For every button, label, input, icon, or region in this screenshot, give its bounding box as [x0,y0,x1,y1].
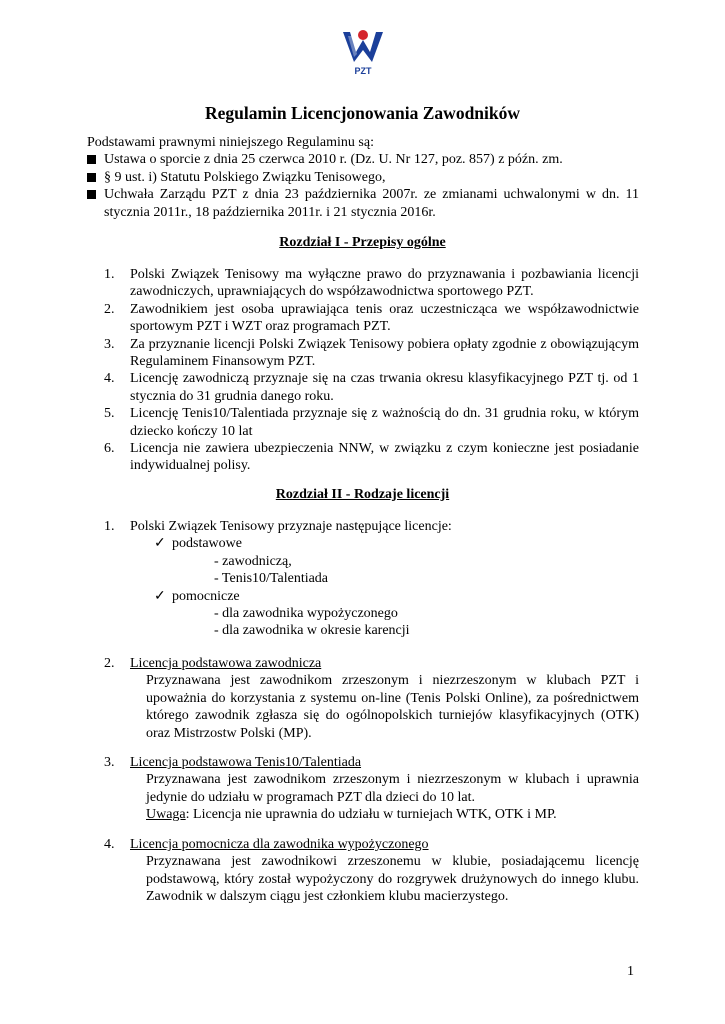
list-item: 3. Za przyznanie licencji Polski Związek Tenisowy pobiera opłaty zgodnie z obowiązującym Regulaminem Finansowym PZT. [104,336,639,370]
intro-lead: Podstawami prawnymi niniejszego Regulaminu są: [87,135,374,150]
page-number: 1 [627,964,634,979]
license-group: ✓ pomocnicze [154,588,240,604]
license-subtype: - zawodniczą, [214,553,292,569]
intro-bullet: § 9 ust. i) Statutu Polskiego Związku Tenisowego, [87,169,639,186]
logo-text: PZT [354,66,372,76]
square-bullet-icon [87,190,96,199]
item-note [104,806,639,823]
intro-bullet: Uchwała Zarządu PZT z dnia 23 października 2007r. ze zmianami uchwalonymi w dn. 11 stycznia 2011r., 18 października 2011r. i 21 stycznia 2016r. [87,186,639,221]
intro-block [87,134,639,221]
square-bullet-icon [87,173,96,182]
list-item: 4. Licencję zawodniczą przyznaje się na czas trwania okresu klasyfikacyjnego PZT tj. od 1 stycznia do 31 grudnia danego roku. [104,371,639,404]
section-1-list [104,266,639,475]
checkmark-icon: ✓ [154,588,166,604]
square-bullet-icon [87,155,96,164]
note-text: : Licencja nie uprawnia do udziału w turniejach WTK, OTK i MP. [185,807,557,823]
item-heading: Licencja podstawowa zawodnicza [130,656,322,671]
pzt-logo-icon [340,28,386,68]
item-body: Przyznawana jest zawodnikowi zrzeszonemu w klubie, posiadającemu licencję podstawową, który został wypożyczony do rozgrywek drużynowych do innego klubu. Zawodnik w dalszym ciągu jest członkiem klubu macierzystego. [146,854,639,905]
item-text: Polski Związek Tenisowy przyznaje następujące licencje: [130,519,452,534]
item-body: Przyznawana jest zawodnikom zrzeszonym i niezrzeszonym w klubach PZT i upoważnia do korzystania z systemu on-line (Tenis Polski Online), za pośrednictwem którego zawodnik zgłasza się do ogólnopolskich turniejów klasyfikacyjnych (OTK) oraz Mistrzostw Polski (MP). [146,673,639,741]
section-2-item-2: 2. Licencja podstawowa zawodnicza Przyznawana jest zawodnikom zrzeszonym i niezrzeszonym w klubach PZT i upoważnia do korzystania z systemu on-line (Tenis Polski Online), za pośrednictwem którego zawodnik zgłasza się do ogólnopolskich turniejów klasyfikacyjnych (OTK) oraz Mistrzostw Polski (MP). [104,656,639,741]
intro-bullet: Ustawa o sporcie z dnia 25 czerwca 2010 r. (Dz. U. Nr 127, poz. 857) z późn. zm. [87,151,639,168]
list-item: 6. Licencja nie zawiera ubezpieczenia NNW, w związku z czym konieczne jest posiadanie indywidualnej polisy. [104,441,639,474]
checkmark-icon: ✓ [154,536,166,552]
license-subtype: - dla zawodnika w okresie karencji [214,623,410,639]
note-label: Uwaga [146,807,186,823]
item-heading: Licencja podstawowa Tenis10/Talentiada [130,755,362,770]
list-item: 2. Zawodnikiem jest osoba uprawiająca tenis oraz uczestnicząca we współzawodnictwie sportowym PZT i WZT oraz programach PZT. [104,301,639,335]
pzt-logo [340,28,386,80]
document-title: Regulamin Licencjonowania Zawodników [204,103,521,123]
license-subtype: - dla zawodnika wypożyczonego [214,606,398,622]
section-2-title: Rozdział II - Rodzaje licencji [275,487,450,502]
section-2-item-3: 3. Licencja podstawowa Tenis10/Talentiada Przyznawana jest zawodnikom zrzeszonym i niezrzeszonym w klubach i uprawnia jedynie do udziału w programach PZT dla dzieci do 10 lat. Uwaga: Licencja nie uprawnia do udziału w turniejach WTK, OTK i MP. [104,755,639,823]
license-subtype: - Tenis10/Talentiada [214,571,329,587]
list-item: 1. Polski Związek Tenisowy ma wyłączne prawo do przyznawania i pozbawiania licencji zawodniczych, uprawniających do współzawodnictwa sportowego PZT. [104,267,639,300]
section-1-title: Rozdział I - Przepisy ogólne [279,235,446,250]
item-body: Przyznawana jest zawodnikom zrzeszonym i niezrzeszonym w klubach i uprawnia jedynie do udziału w programach PZT dla dzieci do 10 lat. [146,772,639,805]
section-2-item-1: 1. Polski Związek Tenisowy przyznaje następujące licencje: ✓ podstawowe - zawodniczą, - Tenis10/Talentiada ✓ pomocnicze - dla zawodnika wypożyczonego - dla zawodnika w okresie karencji [104,518,639,640]
section-2-item-4: 4. Licencja pomocnicza dla zawodnika wypożyczonego Przyznawana jest zawodnikowi zrzeszonemu w klubie, posiadającemu licencję podstawową, który został wypożyczony do rozgrywek drużynowych do innego klubu. Zawodnik w dalszym ciągu jest członkiem klubu macierzystego. [104,837,639,905]
list-item: 5. Licencję Tenis10/Talentiada przyznaje się z ważnością do dn. 31 grudnia roku, w którym dziecko kończy 10 lat [104,406,639,439]
license-group: ✓ podstawowe [154,536,242,552]
item-heading: Licencja pomocnicza dla zawodnika wypożyczonego [130,837,429,852]
